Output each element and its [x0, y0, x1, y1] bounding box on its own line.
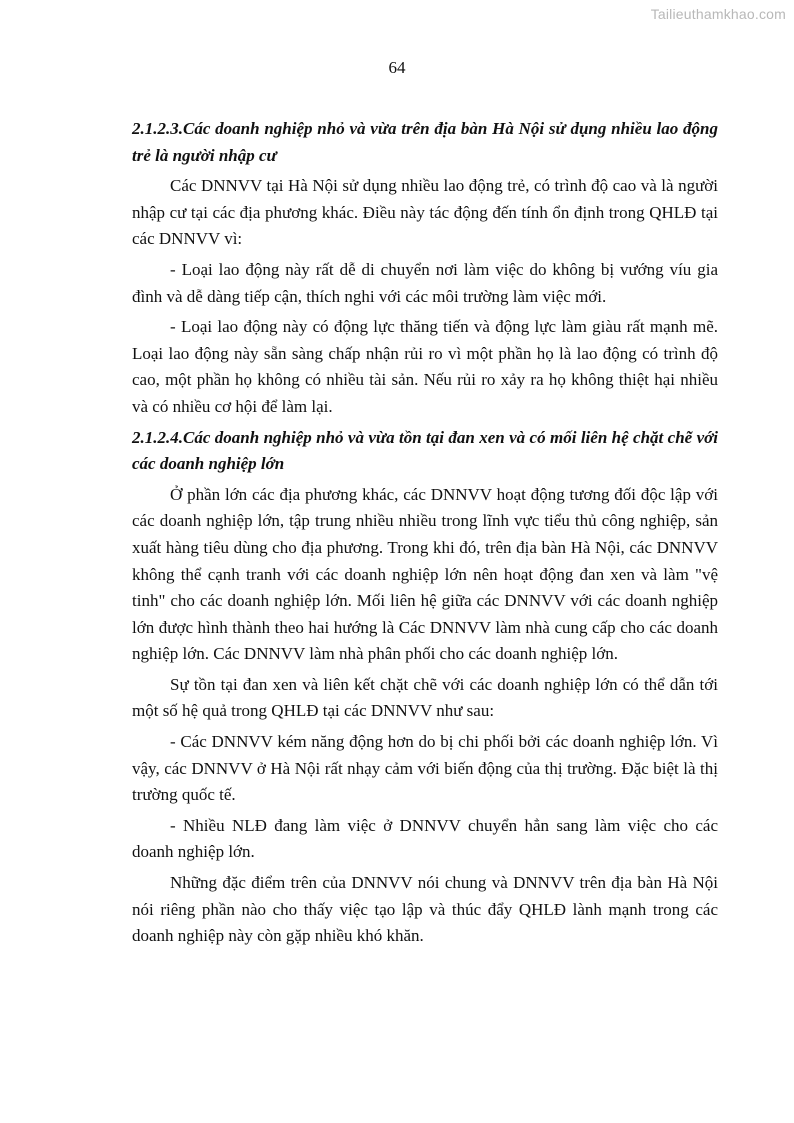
bullet-paragraph: - Loại lao động này rất dễ di chuyển nơi làm việc do không bị vướng víu gia đình và dễ dàng tiếp cận, thích nghi với các môi trường làm việc mới. — [132, 259, 718, 306]
watermark: Tailieuthamkhao.com — [650, 6, 786, 22]
bullet-paragraph: - Nhiều NLĐ đang làm việc ở DNNVV chuyển hẳn sang làm việc cho các doanh nghiệp lớn. — [132, 815, 718, 862]
document-body — [132, 116, 718, 954]
paragraph: Những đặc điểm trên của DNNVV nói chung và DNNVV trên địa bàn Hà Nội nói riêng phần nào cho thấy việc tạo lập và thúc đẩy QHLĐ lành mạnh trong các doanh nghiệp này còn gặp nhiều khó khăn. — [132, 873, 718, 946]
section-heading-2-1-2-3: 2.1.2.3.Các doanh nghiệp nhỏ và vừa trên địa bàn Hà Nội sử dụng nhiều lao động trẻ là người nhập cư — [132, 119, 718, 165]
paragraph: Ở phần lớn các địa phương khác, các DNNVV hoạt động tương đối độc lập với các doanh nghiệp lớn, tập trung nhiều nhiều trong lĩnh vực tiểu thủ công nghiệp, sản xuất hàng tiêu dùng cho địa phương. Trong khi đó, trên địa bàn Hà Nội, các DNNVV không thể cạnh tranh với các doanh nghiệp lớn nên hoạt động đan xen và làm "vệ tinh" cho các doanh nghiệp lớn. Mối liên hệ giữa các DNNVV với các doanh nghiệp lớn được hình thành theo hai hướng là Các DNNVV làm nhà cung cấp cho các doanh nghiệp lớn. Các DNNVV làm nhà phân phối cho các doanh nghiệp lớn. — [132, 484, 718, 664]
paragraph: Các DNNVV tại Hà Nội sử dụng nhiều lao động trẻ, có trình độ cao và là người nhập cư tại các địa phương khác. Điều này tác động đến tính ổn định trong QHLĐ tại các DNNVV vì: — [132, 176, 718, 249]
bullet-paragraph: - Các DNNVV kém năng động hơn do bị chi phối bởi các doanh nghiệp lớn. Vì vậy, các DNNVV ở Hà Nội rất nhạy cảm với biến động của thị trường. Đặc biệt là thị trường quốc tế. — [132, 732, 718, 805]
page-number: 64 — [388, 58, 406, 77]
paragraph: Sự tồn tại đan xen và liên kết chặt chẽ với các doanh nghiệp lớn có thể dẫn tới một số hệ quả trong QHLĐ tại các DNNVV như sau: — [132, 674, 718, 721]
section-heading-2-1-2-4: 2.1.2.4.Các doanh nghiệp nhỏ và vừa tồn tại đan xen và có mối liên hệ chặt chẽ với các doanh nghiệp lớn — [132, 427, 718, 474]
bullet-paragraph: - Loại lao động này có động lực thăng tiến và động lực làm giàu rất mạnh mẽ. Loại lao động này sẵn sàng chấp nhận rủi ro vì một phần họ là lao động có trình độ cao, một phần họ không có nhiều tài sản. Nếu rủi ro xảy ra họ không thiệt hại nhiều và có nhiều cơ hội để làm lại. — [132, 317, 718, 416]
